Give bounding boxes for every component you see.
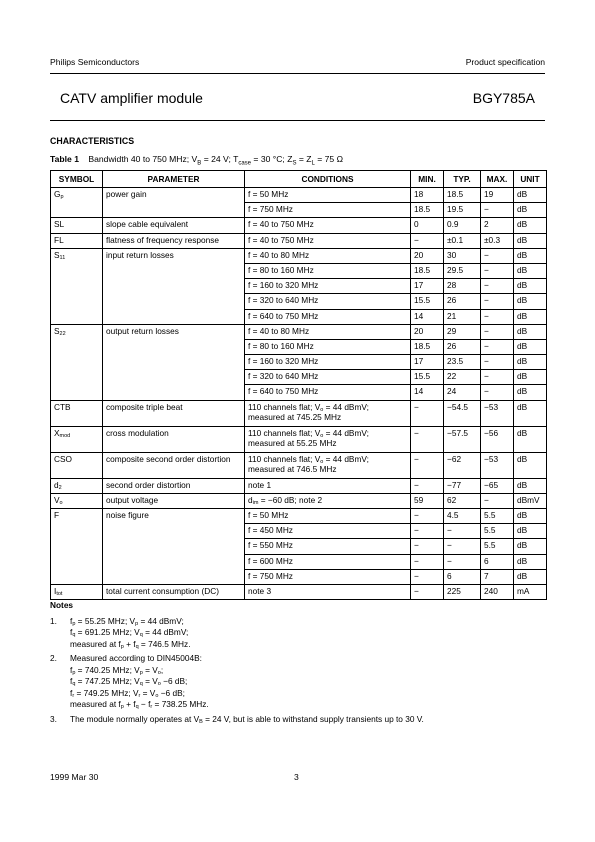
max-cell: 19	[481, 188, 514, 203]
unit-cell: dB	[514, 309, 547, 324]
conditions-cell: f = 40 to 750 MHz	[245, 233, 411, 248]
typ-cell: 26	[444, 339, 481, 354]
typ-cell: 62	[444, 493, 481, 508]
max-cell: −56	[481, 426, 514, 452]
typ-cell: 19.5	[444, 203, 481, 218]
table-row	[51, 493, 547, 508]
table-header-row	[51, 171, 547, 188]
unit-cell: dB	[514, 370, 547, 385]
symbol-cell: $d_2$	[51, 478, 103, 493]
typ-cell: 0.9	[444, 218, 481, 233]
conditions-cell: f = 600 MHz	[245, 554, 411, 569]
header-rule	[50, 73, 545, 74]
title-rule	[50, 120, 545, 121]
notes-list	[50, 616, 550, 726]
note-number: 2.	[50, 653, 57, 663]
symbol-cell: $I_{tot}$	[51, 584, 103, 599]
table-caption-text: Bandwidth 40 to 750 MHz; $V_B = 24$ V; $T_{case} = 30$ °C; $Z_S = Z_L = 75$ Ω	[88, 154, 344, 167]
note-number: 1.	[50, 615, 57, 626]
parameter-cell: second order distortion	[103, 478, 245, 493]
column-header: PARAMETER	[103, 171, 245, 188]
unit-cell: dB	[514, 324, 547, 339]
parameter-cell: composite triple beat	[103, 400, 245, 426]
symbol-cell: SL	[51, 218, 103, 233]
symbol-cell: F	[51, 509, 103, 585]
table-row	[51, 248, 547, 263]
unit-cell: dB	[514, 203, 547, 218]
max-cell: 240	[481, 584, 514, 599]
min-cell: 15.5	[411, 370, 444, 385]
table-caption	[50, 154, 343, 167]
max-cell: 2	[481, 218, 514, 233]
unit-cell: dB	[514, 355, 547, 370]
parameter-cell: slope cable equivalent	[103, 218, 245, 233]
typ-cell: −	[444, 524, 481, 539]
conditions-cell: f = 40 to 80 MHz	[245, 324, 411, 339]
unit-cell: dB	[514, 385, 547, 400]
min-cell: −	[411, 569, 444, 584]
min-cell: 0	[411, 218, 444, 233]
document-title: CATV amplifier module	[60, 90, 203, 106]
page-number: 3	[294, 772, 299, 782]
typ-cell: −77	[444, 478, 481, 493]
note-line: The module normally operates at $V_B = 24$ V, but is able to withstand supply transients up to 30 V.	[70, 713, 424, 725]
column-header: SYMBOL	[51, 171, 103, 188]
unit-cell: dB	[514, 263, 547, 278]
notes-section	[50, 600, 550, 728]
typ-cell: 29	[444, 324, 481, 339]
min-cell: −	[411, 554, 444, 569]
min-cell: 17	[411, 279, 444, 294]
typ-cell: 21	[444, 309, 481, 324]
column-header: MAX.	[481, 171, 514, 188]
max-cell: −	[481, 279, 514, 294]
unit-cell: dB	[514, 524, 547, 539]
typ-cell: −54.5	[444, 400, 481, 426]
typ-cell: 225	[444, 584, 481, 599]
conditions-cell: f = 80 to 160 MHz	[245, 263, 411, 278]
typ-cell: 4.5	[444, 509, 481, 524]
typ-cell: 18.5	[444, 188, 481, 203]
conditions-cell: f = 320 to 640 MHz	[245, 294, 411, 309]
parameter-cell: composite second order distortion	[103, 452, 245, 478]
min-cell: −	[411, 452, 444, 478]
max-cell: 7	[481, 569, 514, 584]
typ-cell: 24	[444, 385, 481, 400]
unit-cell: dB	[514, 339, 547, 354]
company-name: Philips Semiconductors	[50, 57, 140, 67]
symbol-cell: $X_{mod}$	[51, 426, 103, 452]
typ-cell: ±0.1	[444, 233, 481, 248]
min-cell: 20	[411, 324, 444, 339]
conditions-cell: f = 750 MHz	[245, 569, 411, 584]
max-cell: −	[481, 385, 514, 400]
min-cell: −	[411, 539, 444, 554]
note-text	[70, 714, 424, 726]
unit-cell: dB	[514, 554, 547, 569]
conditions-cell: note 1	[245, 478, 411, 493]
unit-cell: dB	[514, 218, 547, 233]
symbol-cell: $V_o$	[51, 493, 103, 508]
max-cell: −	[481, 355, 514, 370]
min-cell: 14	[411, 385, 444, 400]
conditions-cell: f = 160 to 320 MHz	[245, 279, 411, 294]
symbol-cell: CSO	[51, 452, 103, 478]
typ-cell: 22	[444, 370, 481, 385]
typ-cell: 30	[444, 248, 481, 263]
column-header: UNIT	[514, 171, 547, 188]
max-cell: −	[481, 370, 514, 385]
max-cell: −65	[481, 478, 514, 493]
table-row	[51, 400, 547, 426]
conditions-cell: f = 160 to 320 MHz	[245, 355, 411, 370]
unit-cell: dB	[514, 233, 547, 248]
conditions-cell: f = 50 MHz	[245, 188, 411, 203]
unit-cell: dB	[514, 279, 547, 294]
max-cell: −	[481, 248, 514, 263]
max-cell: −53	[481, 452, 514, 478]
conditions-cell: f = 80 to 160 MHz	[245, 339, 411, 354]
conditions-cell: 110 channels flat; $V_o = 44$ dBmV; measured at 745.25 MHz	[245, 400, 411, 426]
max-cell: −	[481, 324, 514, 339]
min-cell: 14	[411, 309, 444, 324]
min-cell: −	[411, 426, 444, 452]
parameter-cell: flatness of frequency response	[103, 233, 245, 248]
note-number: 3.	[50, 713, 57, 724]
unit-cell: dB	[514, 539, 547, 554]
column-header: MIN.	[411, 171, 444, 188]
max-cell: −	[481, 339, 514, 354]
min-cell: 59	[411, 493, 444, 508]
symbol-cell: FL	[51, 233, 103, 248]
unit-cell: dB	[514, 509, 547, 524]
min-cell: 18.5	[411, 339, 444, 354]
unit-cell: dB	[514, 188, 547, 203]
typ-cell: −	[444, 539, 481, 554]
symbol-cell: $S_{22}$	[51, 324, 103, 400]
conditions-cell: $d_{im} = -60$ dB; note 2	[245, 493, 411, 508]
symbol-cell: $S_{11}$	[51, 248, 103, 324]
note-line: measured at $f_p + f_q = 746.5$ MHz.	[70, 638, 191, 650]
note-line: Measured according to DIN45004B:	[70, 653, 202, 663]
note-item	[50, 653, 550, 711]
unit-cell: dB	[514, 400, 547, 426]
max-cell: 5.5	[481, 509, 514, 524]
conditions-cell: note 3	[245, 584, 411, 599]
conditions-cell: f = 320 to 640 MHz	[245, 370, 411, 385]
note-item	[50, 714, 550, 726]
note-text	[70, 616, 191, 651]
typ-cell: 26	[444, 294, 481, 309]
unit-cell: dB	[514, 569, 547, 584]
typ-cell: −62	[444, 452, 481, 478]
conditions-cell: f = 640 to 750 MHz	[245, 385, 411, 400]
characteristics-table	[50, 170, 547, 600]
table-label: Table 1	[50, 154, 79, 164]
max-cell: ±0.3	[481, 233, 514, 248]
min-cell: 18	[411, 188, 444, 203]
conditions-cell: f = 450 MHz	[245, 524, 411, 539]
conditions-cell: f = 750 MHz	[245, 203, 411, 218]
min-cell: −	[411, 509, 444, 524]
note-line: measured at $f_p + f_q - f_r = 738.25$ MHz.	[70, 699, 209, 710]
symbol-cell: $G_p$	[51, 188, 103, 218]
max-cell: −	[481, 309, 514, 324]
min-cell: 20	[411, 248, 444, 263]
max-cell: −53	[481, 400, 514, 426]
typ-cell: 6	[444, 569, 481, 584]
min-cell: −	[411, 524, 444, 539]
note-line: $f_r = 749.25$ MHz; $V_r = V_o -6$ dB;	[70, 687, 185, 699]
min-cell: −	[411, 233, 444, 248]
parameter-cell: cross modulation	[103, 426, 245, 452]
document-type: Product specification	[465, 57, 545, 67]
min-cell: 18.5	[411, 203, 444, 218]
note-text	[70, 653, 209, 711]
parameter-cell: noise figure	[103, 509, 245, 585]
typ-cell: −	[444, 554, 481, 569]
unit-cell: dB	[514, 426, 547, 452]
section-title: CHARACTERISTICS	[50, 136, 135, 146]
conditions-cell: f = 40 to 80 MHz	[245, 248, 411, 263]
unit-cell: mA	[514, 584, 547, 599]
typ-cell: 29.5	[444, 263, 481, 278]
max-cell: −	[481, 263, 514, 278]
table-row	[51, 452, 547, 478]
parameter-cell: output voltage	[103, 493, 245, 508]
conditions-cell: f = 40 to 750 MHz	[245, 218, 411, 233]
max-cell: −	[481, 493, 514, 508]
notes-title: Notes	[50, 600, 74, 610]
table-row	[51, 478, 547, 493]
max-cell: 5.5	[481, 539, 514, 554]
table-row	[51, 324, 547, 339]
conditions-cell: f = 550 MHz	[245, 539, 411, 554]
unit-cell: dB	[514, 294, 547, 309]
parameter-cell: output return losses	[103, 324, 245, 400]
typ-cell: −57.5	[444, 426, 481, 452]
footer-date: 1999 Mar 30	[50, 772, 99, 782]
min-cell: −	[411, 584, 444, 599]
min-cell: −	[411, 478, 444, 493]
table-row	[51, 233, 547, 248]
unit-cell: dB	[514, 248, 547, 263]
note-line: $f_p = 740.25$ MHz; $V_p = V_o$;	[70, 664, 164, 676]
unit-cell: dB	[514, 452, 547, 478]
min-cell: 18.5	[411, 263, 444, 278]
table-body	[51, 188, 547, 600]
part-number: BGY785A	[472, 90, 535, 106]
note-item	[50, 616, 550, 651]
note-line: $f_q = 747.25$ MHz; $V_q = V_o -6$ dB;	[70, 676, 188, 687]
column-header: CONDITIONS	[245, 171, 411, 188]
symbol-cell: CTB	[51, 400, 103, 426]
conditions-cell: 110 channels flat; $V_o = 44$ dBmV; measured at 55.25 MHz	[245, 426, 411, 452]
max-cell: −	[481, 203, 514, 218]
unit-cell: dBmV	[514, 493, 547, 508]
typ-cell: 28	[444, 279, 481, 294]
min-cell: 17	[411, 355, 444, 370]
table-row	[51, 188, 547, 203]
min-cell: −	[411, 400, 444, 426]
max-cell: 5.5	[481, 524, 514, 539]
column-header: TYP.	[444, 171, 481, 188]
typ-cell: 23.5	[444, 355, 481, 370]
parameter-cell: input return losses	[103, 248, 245, 324]
table-row	[51, 584, 547, 599]
conditions-cell: f = 50 MHz	[245, 509, 411, 524]
conditions-cell: f = 640 to 750 MHz	[245, 309, 411, 324]
parameter-cell: power gain	[103, 188, 245, 218]
max-cell: 6	[481, 554, 514, 569]
note-line: $f_p = 55.25$ MHz; $V_p = 44$ dBmV;	[70, 615, 184, 627]
table-row	[51, 426, 547, 452]
note-line: $f_q = 691.25$ MHz; $V_q = 44$ dBmV;	[70, 627, 189, 638]
parameter-cell: total current consumption (DC)	[103, 584, 245, 599]
conditions-cell: 110 channels flat; $V_o = 44$ dBmV; measured at 746.5 MHz	[245, 452, 411, 478]
table-row	[51, 509, 547, 524]
min-cell: 15.5	[411, 294, 444, 309]
max-cell: −	[481, 294, 514, 309]
table-row	[51, 218, 547, 233]
unit-cell: dB	[514, 478, 547, 493]
